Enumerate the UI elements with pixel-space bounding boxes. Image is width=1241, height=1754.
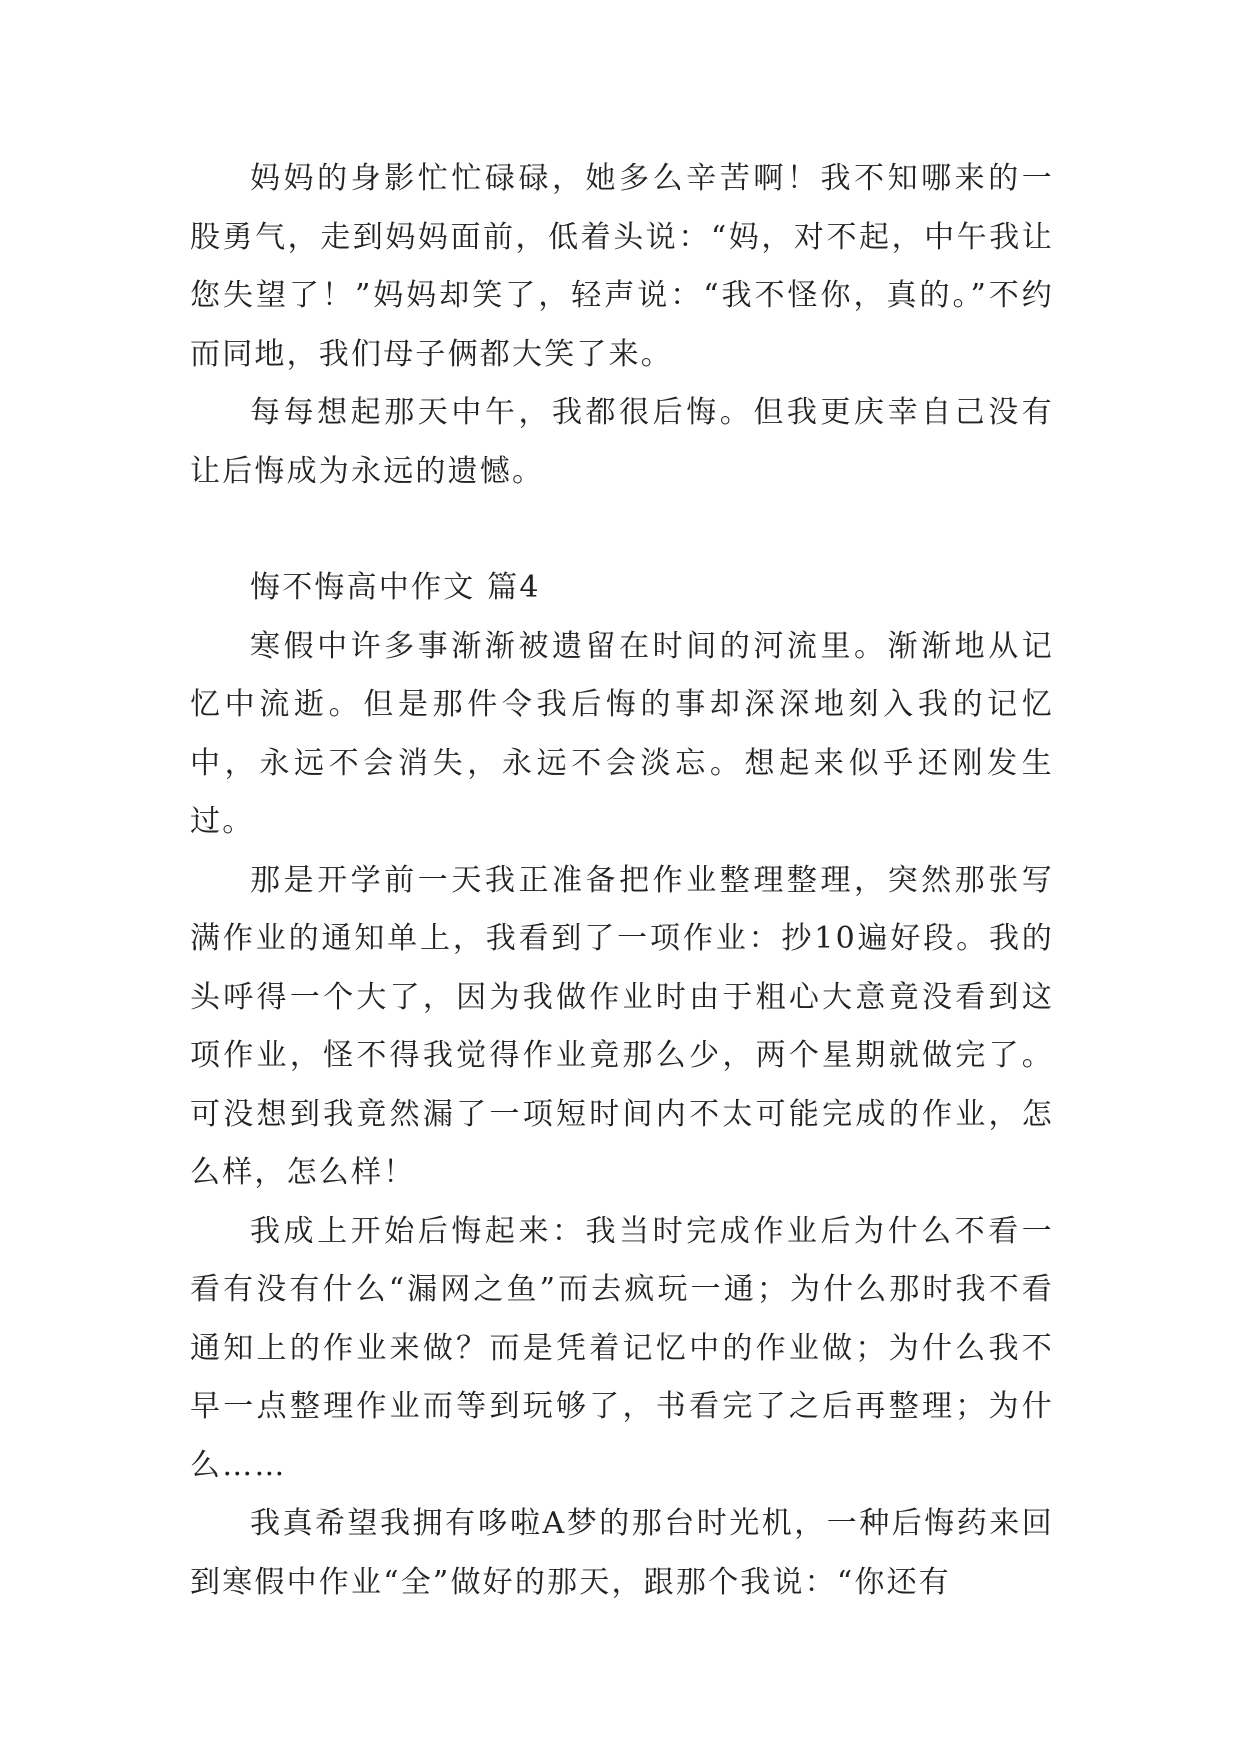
paragraph-regret-reflection: 每每想起那天中午，我都很后悔。但我更庆幸自己没有让后悔成为永远的遗憾。 (190, 395, 1054, 489)
paragraph-homework-discovery: 那是开学前一天我正准备把作业整理整理，突然那张写满作业的通知单上，我看到了一项作业：抄10遍好段。我的头呼得一个大了，因为我做作业时由于粗心大意竟没看到这项作业，怪不得我觉得作业竟那么少，两个星期就做完了。可没想到我竟然漏了一项短时间内不太可能完成的作业，怎么样，怎么样！ (190, 862, 1054, 1190)
section-gap (190, 501, 1054, 559)
section-title: 悔不悔高中作文 篇4 (250, 570, 541, 605)
document-page (190, 150, 1054, 1612)
paragraph-mother-apology: 妈妈的身影忙忙碌碌，她多么辛苦啊！我不知哪来的一股勇气，走到妈妈面前，低着头说：“妈，对不起，中午我让您失望了！”妈妈却笑了，轻声说：“我不怪你，真的。”不约而同地，我们母子俩都大笑了来。 (190, 161, 1054, 372)
paragraph-winter-break: 寒假中许多事渐渐被遗留在时间的河流里。渐渐地从记忆中流逝。但是那件令我后悔的事却深深地刻入我的记忆中，永远不会消失，永远不会淡忘。想起来似乎还刚发生过。 (190, 628, 1054, 839)
paragraph-regret-questions: 我成上开始后悔起来：我当时完成作业后为什么不看一看有没有什么“漏网之鱼”而去疯玩一通；为什么那时我不看通知上的作业来做？而是凭着记忆中的作业做；为什么我不早一点整理作业而等到玩够了，书看完了之后再整理；为什么…… (190, 1213, 1054, 1483)
paragraph-time-machine: 我真希望我拥有哆啦A梦的那台时光机，一种后悔药来回到寒假中作业“全”做好的那天，跟那个我说：“你还有 (190, 1506, 1054, 1600)
